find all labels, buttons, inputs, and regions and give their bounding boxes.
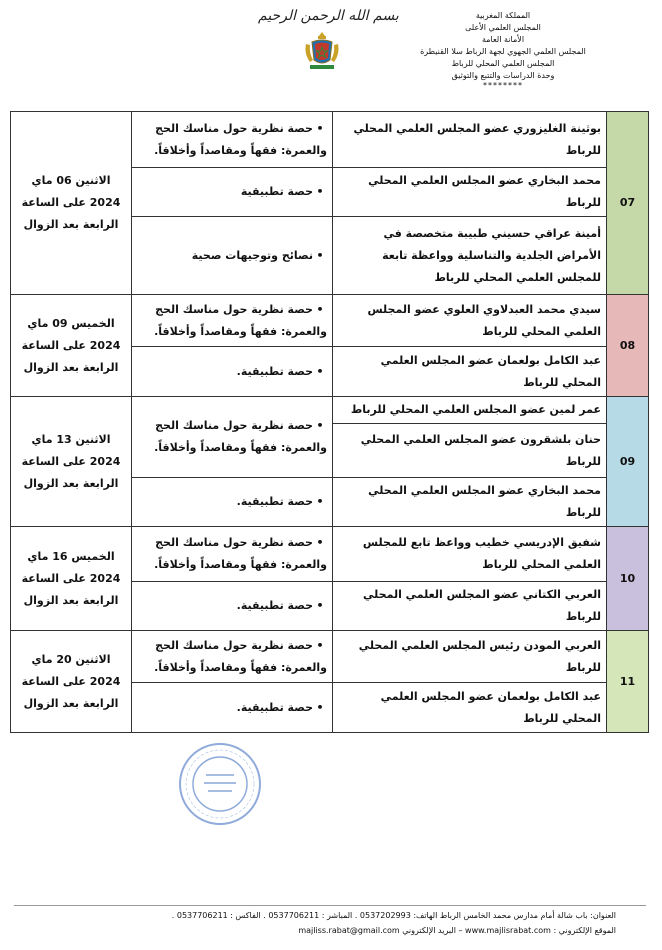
presenter-cell: محمد البخاري عضو المجلس العلمي المحلي للرباط	[333, 168, 607, 217]
activity-cell: •نصائح وتوجيهات صحية	[132, 217, 333, 295]
presenter-cell: سيدي محمد العبدلاوي العلوي عضو المجلس العلمي المحلي للرباط	[333, 295, 607, 347]
header-separator: ********	[483, 81, 523, 90]
org-line: المجلس العلمي الجهوي لجهة الرباط سلا القنيطرة	[420, 47, 586, 56]
session-number: 07	[607, 112, 649, 295]
table-row	[11, 295, 649, 347]
bullet-icon: •	[316, 495, 324, 508]
activity-cell: •حصة تطبيقية.	[132, 683, 333, 733]
moroccan-coat-of-arms-icon	[300, 28, 344, 72]
presenter-cell: بوثينة الغليزوري عضو المجلس العلمي المحلي للرباط	[333, 112, 607, 168]
presenter-cell: عمر لمين عضو المجلس العلمي المحلي للرباط	[333, 397, 607, 424]
presenter-cell: أمينة عراقي حسيني طبيبة متخصصة في الأمراض الجلدية والتناسلية وواعظة تابعة للمجلس العلمي المحلي للرباط	[333, 217, 607, 295]
activity-cell: •حصة نظرية حول مناسك الحج والعمرة: فقهاً ومقاصداً وأخلاقاً.	[132, 397, 333, 478]
activity-cell: •حصة نظرية حول مناسك الحج والعمرة: فقهاً ومقاصداً وأخلاقاً.	[132, 631, 333, 683]
footer-web: الموقع الإلكتروني : www.majlisrabat.com – البريد الإلكتروني majliss.rabat@gmail.com	[298, 926, 616, 935]
bullet-icon: •	[316, 121, 324, 135]
official-stamp-icon	[176, 740, 264, 828]
presenter-cell: عبد الكامل بولعمان عضو المجلس العلمي المحلي للرباط	[333, 347, 607, 397]
organization-header	[388, 10, 618, 90]
basmala-calligraphy: بسم الله الرحمن الرحيم	[258, 8, 399, 24]
activity-cell: •حصة نظرية حول مناسك الحج والعمرة: فقهاً ومقاصداً وأخلاقاً.	[132, 527, 333, 582]
footer-address: العنوان: باب شالة أمام مدارس محمد الخامس الرباط الهاتف: 0537202993 . المباشر : 0537706211 . الفاكس : 0537706211 .	[171, 911, 616, 920]
bullet-icon: •	[316, 599, 324, 612]
table-row	[11, 527, 649, 582]
bullet-icon: •	[316, 364, 324, 378]
activity-cell: •حصة تطبيقية	[132, 168, 333, 217]
session-number: 09	[607, 397, 649, 527]
activity-cell: •حصة تطبيقية.	[132, 582, 333, 631]
session-date: الاثنين 06 ماي 2024 على الساعة الرابعة بعد الزوال	[11, 112, 132, 295]
session-number: 10	[607, 527, 649, 631]
bullet-icon: •	[316, 302, 324, 316]
session-date: الاثنين 13 ماي 2024 على الساعة الرابعة بعد الزوال	[11, 397, 132, 527]
activity-cell: •حصة نظرية حول مناسك الحج والعمرة: فقهاً ومقاصداً وأخلاقاً.	[132, 112, 333, 168]
presenter-cell: عبد الكامل بولعمان عضو المجلس العلمي المحلي للرباط	[333, 683, 607, 733]
bullet-icon: •	[316, 536, 324, 549]
presenter-cell: حنان بلشقرون عضو المجلس العلمي المحلي للرباط	[333, 424, 607, 478]
org-line: المملكة المغربية	[475, 11, 531, 20]
session-date: الاثنين 20 ماي 2024 على الساعة الرابعة بعد الزوال	[11, 631, 132, 733]
footer-contact	[14, 908, 616, 938]
bullet-icon: •	[316, 638, 324, 652]
presenter-cell: محمد البخاري عضو المجلس العلمي المحلي للرباط	[333, 478, 607, 527]
activity-cell: •حصة تطبيقية.	[132, 347, 333, 397]
table-row	[11, 397, 649, 424]
session-number: 11	[607, 631, 649, 733]
presenter-cell: شفيق الإدريسي خطيب وواعظ تابع للمجلس العلمي المحلي للرباط	[333, 527, 607, 582]
org-line: وحدة الدراسات والتتبع والتوثيق	[451, 71, 555, 80]
org-line: الأمانة العامة	[481, 35, 525, 44]
session-number: 08	[607, 295, 649, 397]
table-row	[11, 631, 649, 683]
presenter-cell: العربي المودن رئيس المجلس العلمي المحلي للرباط	[333, 631, 607, 683]
bullet-icon: •	[316, 185, 324, 198]
bullet-icon: •	[316, 700, 324, 714]
session-date: الخميس 09 ماي 2024 على الساعة الرابعة بعد الزوال	[11, 295, 132, 397]
bullet-icon: •	[316, 419, 324, 432]
activity-cell: •حصة نظرية حول مناسك الحج والعمرة: فقهاً ومقاصداً وأخلاقاً.	[132, 295, 333, 347]
org-line: المجلس العلمي المحلي للرباط	[451, 59, 555, 68]
session-date: الخميس 16 ماي 2024 على الساعة الرابعة بعد الزوال	[11, 527, 132, 631]
footer-divider	[14, 905, 646, 906]
org-line: المجلس العلمي الأعلى	[465, 23, 541, 32]
schedule-table	[10, 111, 649, 733]
bullet-icon: •	[316, 248, 324, 262]
presenter-cell: العربي الكتاني عضو المجلس العلمي المحلي للرباط	[333, 582, 607, 631]
table-row	[11, 112, 649, 168]
activity-cell: •حصة تطبيقية.	[132, 478, 333, 527]
